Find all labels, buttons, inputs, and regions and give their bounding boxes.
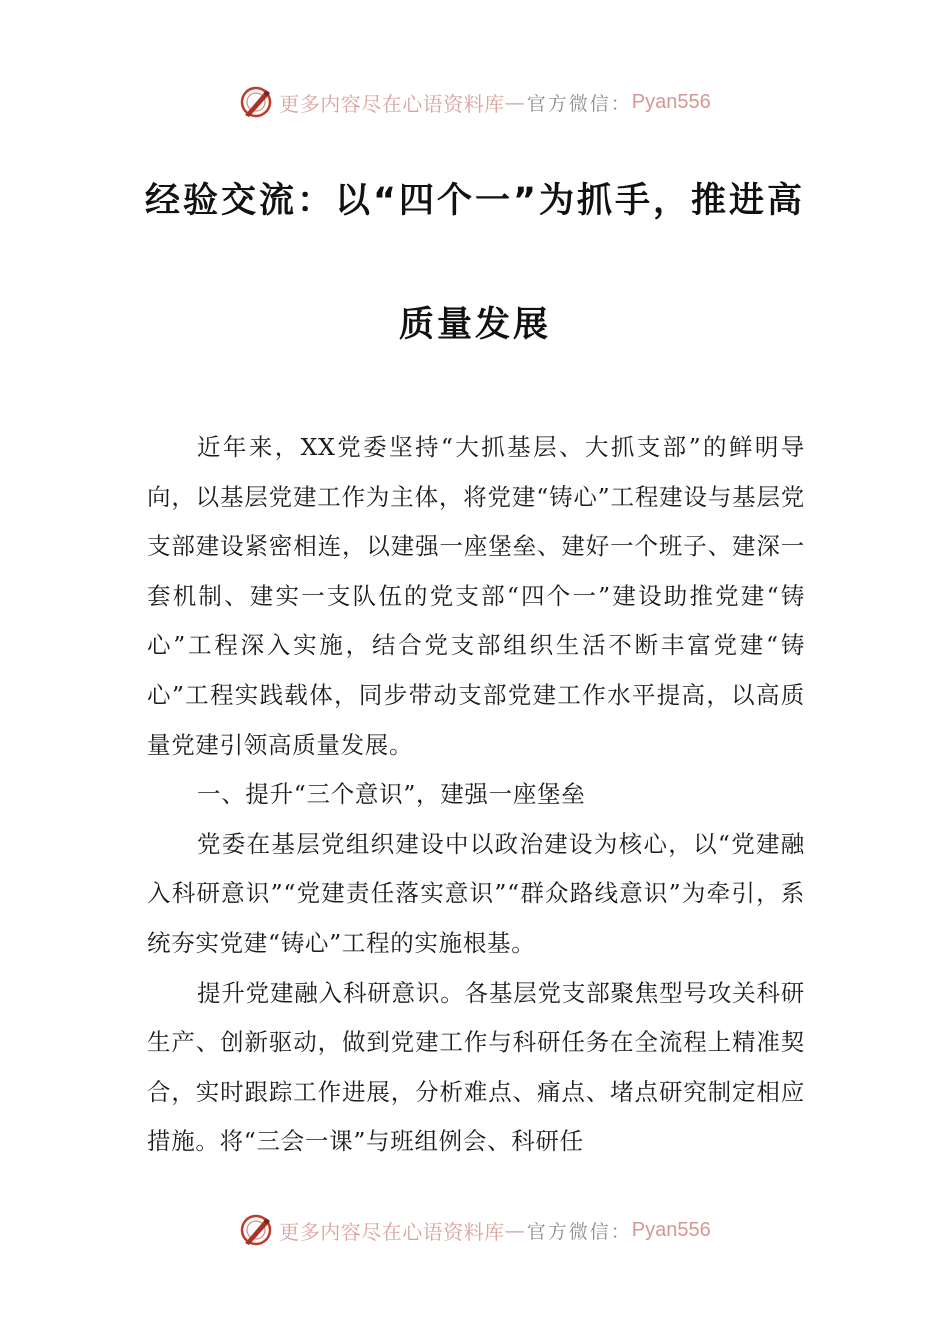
watermark-text: 更多内容尽在心语资料库 [279, 1219, 505, 1244]
watermark-wechat-id: Pyan556 [631, 1218, 711, 1241]
section-heading-1: 一、提升“三个意识”，建强一座堡垒 [197, 780, 586, 809]
document-title-line-1: 经验交流：以“四个一”为抓手，推进高 [144, 181, 805, 221]
pen-circle-logo-icon [239, 85, 273, 119]
watermark-wechat-label: 官方微信： [526, 1220, 632, 1243]
paragraph-intro: 近年来，XX党委坚持“大抓基层、大抓支部”的鲜明导向，以基层党建工作为主体，将党建“铸心”工程建设与基层党支部建设紧密相连，以建强一座堡垒、建好一个班子、建深一套机制、建实一支队伍的党支部“四个一”建设助推党建“铸心”工程深入实施，结合党支部组织生活不断丰富党建“铸心”工程实践载体，同步带动支部党建工作水平提高，以高质量党建引领高质量发展。 [147, 433, 805, 759]
header-watermark-banner [0, 82, 950, 122]
paragraph-section-1-intro: 党委在基层党组织建设中以政治建设为核心，以“党建融入科研意识”“党建责任落实意识”“群众路线意识”为牵引，系统夯实党建“铸心”工程的实施根基。 [147, 829, 805, 957]
footer-watermark-banner [0, 1210, 950, 1250]
document-body [147, 423, 805, 1167]
watermark-separator: — [504, 90, 525, 114]
document-title-line-2: 质量发展 [398, 305, 551, 345]
pen-circle-logo-icon [239, 1213, 273, 1247]
watermark-wechat-label: 官方微信： [526, 92, 632, 115]
watermark-separator: — [504, 1218, 525, 1242]
watermark-text: 更多内容尽在心语资料库 [279, 91, 505, 116]
watermark-wechat-id: Pyan556 [631, 90, 711, 113]
paragraph-research-awareness: 提升党建融入科研意识。各基层党支部聚焦型号攻关科研生产、创新驱动，做到党建工作与科研任务在全流程上精准契合，实时跟踪工作进展，分析难点、痛点、堵点研究制定相应措施。将“三会一课”与班组例会、科研任 [147, 978, 805, 1156]
